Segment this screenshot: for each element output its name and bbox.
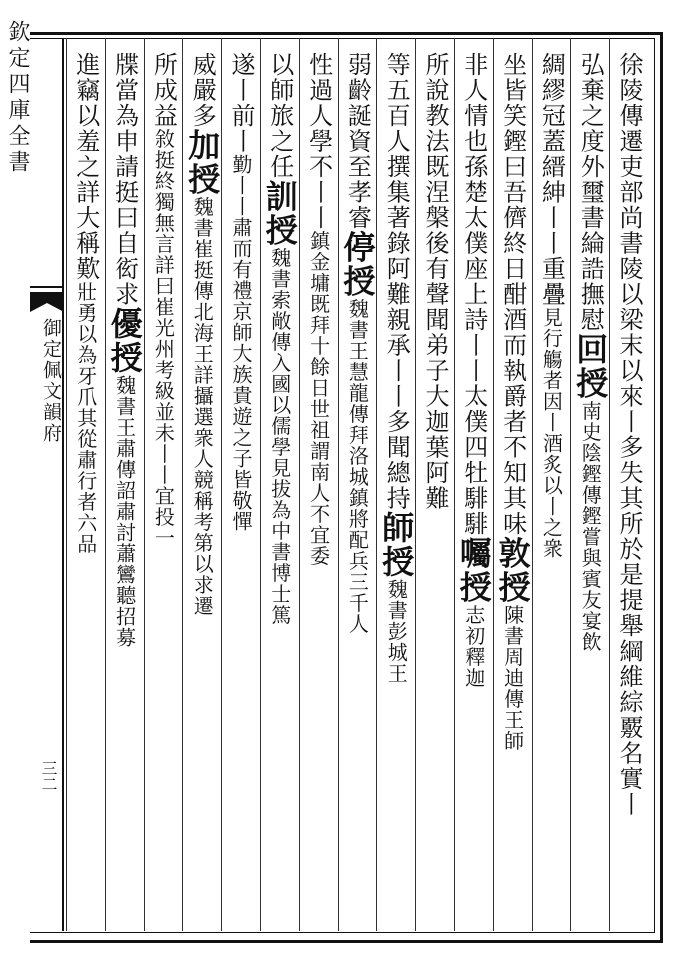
annotation-text: 魏書索敞傳入國以儒學見拔為中書博士篤: [267, 247, 292, 626]
column-rule: [570, 38, 571, 931]
column-rule: [260, 38, 261, 931]
annotation-text: 鎮金墉既拜十餘日世祖謂南人不宜委: [306, 230, 331, 567]
annotation-text: 魏書彭城王: [384, 579, 409, 684]
entry-heading: 優授: [105, 307, 144, 375]
column-rule: [144, 38, 145, 931]
entry-heading: 敦授: [493, 536, 532, 605]
text-column: [107, 52, 142, 922]
entry-heading: 加授: [183, 128, 222, 197]
body-text: 性過人學不丨丨: [304, 52, 333, 231]
book-title: 欽定四庫全書: [5, 20, 30, 176]
body-text: 遂丨前丨: [226, 52, 255, 154]
annotation-text: 魏書崔挺傳北海王詳攝選衆人競稱考第以求遷: [190, 196, 215, 617]
body-text: 非人情也孫楚太僕座上詩丨丨太僕四牡騑騑: [459, 52, 488, 537]
text-column: [417, 52, 452, 922]
text-column: [68, 52, 103, 922]
body-text: 等五百人撰集著錄阿難親承丨丨多聞總持: [382, 52, 411, 511]
body-text: 綢繆冠蓋縉紳丨丨重疊: [537, 52, 566, 307]
body-text: 威嚴多: [188, 52, 217, 129]
text-column: [534, 52, 569, 922]
body-text: 徐陵傳遷吏部尚書陵以梁末以來丨多失其所於是提舉綱維綜覈名實丨: [614, 52, 643, 817]
body-text: 所說教法既涅槃後有聲聞弟子大迦葉阿難: [420, 52, 449, 511]
text-column: [495, 52, 530, 922]
body-text: 坐皆笑鏗曰吾儕終日酣酒而執爵者不知其味: [498, 52, 527, 537]
column-rule: [532, 38, 533, 931]
column-rule: [182, 38, 183, 931]
text-column: [223, 52, 258, 922]
annotation-text: 陳書周迪傳王師: [500, 604, 525, 752]
text-column: [146, 52, 181, 922]
text-column: [183, 52, 222, 922]
annotation-text: 壯勇以為牙爪其從肅行者六品: [73, 281, 98, 555]
entry-heading: 回授: [571, 332, 610, 401]
body-text: 進竊以羞之詳大稱歎: [71, 52, 100, 282]
annotation-text: 敘挺終獨無言詳曰崔光州考級並未丨丨宜投一: [151, 128, 176, 549]
column-rule: [609, 38, 610, 931]
text-column: [262, 52, 297, 922]
book-subtitle: 御定佩文韻府: [40, 318, 62, 444]
entry-heading: 停授: [338, 230, 377, 299]
column-rule: [415, 38, 416, 931]
text-column: [456, 52, 491, 922]
column-rule: [338, 38, 339, 931]
page-number: 三二: [39, 760, 58, 792]
column-rule: [66, 38, 67, 931]
text-column: [301, 52, 336, 922]
body-text: 所成益: [149, 52, 178, 129]
body-text: 弱齡誕資至孝睿: [343, 52, 372, 231]
fishtail-line: [30, 286, 64, 288]
text-column: [340, 52, 375, 922]
entry-heading: 囑授: [454, 536, 493, 605]
column-rule: [493, 38, 494, 931]
column-rule: [221, 38, 222, 931]
entry-heading: 師授: [377, 511, 416, 579]
annotation-text: 勤丨丨肅而有禮京師大族貴遊之子皆敬憚: [228, 154, 253, 532]
text-column: [611, 52, 646, 922]
annotation-text: 志初釋迦: [461, 604, 486, 689]
column-rule: [454, 38, 455, 931]
annotation-text: 見行觴者因丨酒炙以丨之衆: [539, 307, 564, 559]
column-rule: [376, 38, 377, 931]
annotation-text: 魏書王慧龍傳拜洛城鎮將配兵三千人: [345, 298, 370, 635]
text-column: [571, 52, 610, 922]
body-text: 牒當為申請挺曰自衒求: [110, 52, 139, 307]
body-text: 弘棄之度外璽書綸誥撫慰: [576, 52, 605, 333]
column-rule: [105, 38, 106, 931]
column-rule: [299, 38, 300, 931]
text-column: [377, 52, 416, 922]
entry-heading: 訓授: [260, 179, 299, 248]
body-text: 以師旅之任: [265, 52, 294, 180]
annotation-text: 南史陰鏗傳鏗嘗與賓友宴飲: [578, 400, 603, 653]
margin-column: [30, 38, 64, 931]
annotation-text: 魏書王肅傳詔肅討蕭鸞聽招募: [112, 375, 137, 648]
